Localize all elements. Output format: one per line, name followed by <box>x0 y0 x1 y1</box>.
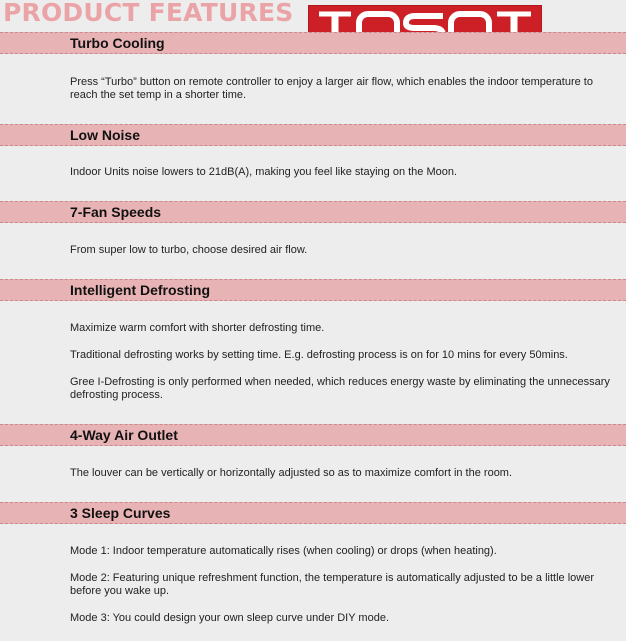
text-low-noise: Indoor Units noise lowers to 21dB(A), making you feel like staying on the Moon. <box>70 166 458 178</box>
heading-turbo-cooling: Turbo Cooling <box>70 35 165 51</box>
text-air-outlet: The louver can be vertically or horizontally adjusted so as to maximize comfort in the room. <box>70 467 513 479</box>
heading-intelligent-defrosting: Intelligent Defrosting <box>70 282 210 298</box>
heading-fan-speeds: 7-Fan Speeds <box>70 204 162 220</box>
text-defrosting-1: Maximize warm comfort with shorter defrosting time. <box>70 322 325 334</box>
section-band-air-outlet <box>0 424 626 446</box>
text-sleep-mode-3: Mode 3: You could design your own sleep curve under DIY mode. <box>70 612 389 624</box>
section-band-intelligent-defrosting <box>0 279 626 301</box>
text-turbo-cooling: Press “Turbo” button on remote controller to enjoy a larger air flow, which enables the indoor temperature to reach the set temp in a shorter time. <box>70 76 593 101</box>
text-defrosting-3: Gree I-Defrosting is only performed when needed, which reduces energy waste by eliminating the unnecessary defrosting process. <box>70 376 610 401</box>
heading-air-outlet: 4-Way Air Outlet <box>70 427 178 443</box>
text-sleep-mode-1: Mode 1: Indoor temperature automatically rises (when cooling) or drops (when heating). <box>70 545 497 557</box>
text-fan-speeds: From super low to turbo, choose desired air flow. <box>70 244 308 256</box>
section-band-low-noise <box>0 124 626 146</box>
section-band-sleep-curves <box>0 502 626 524</box>
section-band-fan-speeds <box>0 201 626 223</box>
heading-sleep-curves: 3 Sleep Curves <box>70 505 171 521</box>
text-defrosting-2: Traditional defrosting works by setting time. E.g. defrosting process is on for 10 mins for every 50mins. <box>70 349 568 361</box>
text-sleep-mode-2: Mode 2: Featuring unique refreshment function, the temperature is automatically adjusted to be a little lower before you wake up. <box>70 572 595 597</box>
section-band-turbo-cooling <box>0 32 626 54</box>
page-title: PRODUCT FEATURES <box>3 0 294 27</box>
heading-low-noise: Low Noise <box>70 127 141 143</box>
